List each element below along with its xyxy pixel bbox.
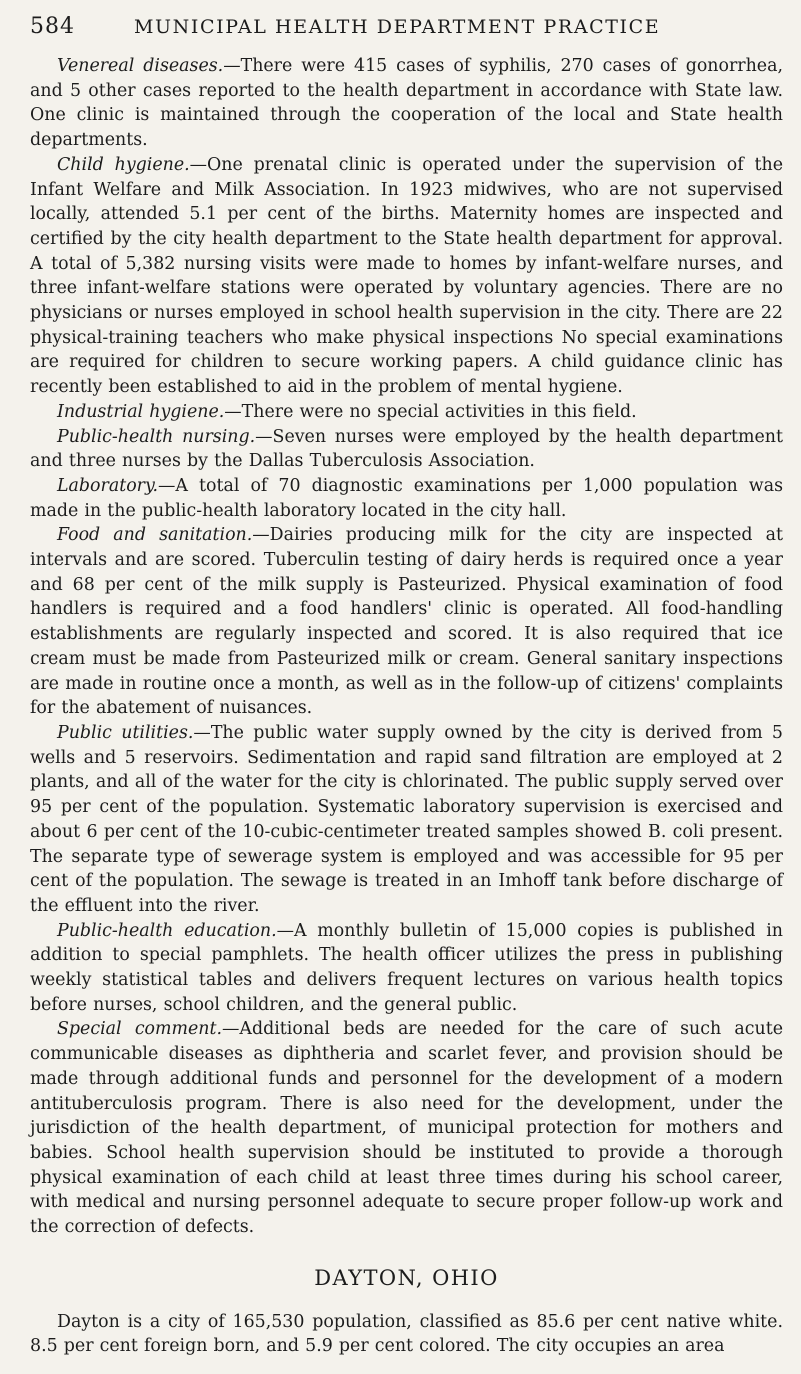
paragraph-text: —Seven nurses were employed by the health department and three nurses by the Dallas Tuberculosis Association.: [30, 426, 783, 472]
paragraph-lead: Public-health nursing.: [57, 426, 256, 447]
paragraph-lead: Special comment.: [57, 1019, 223, 1040]
paragraph-laboratory: [30, 474, 783, 523]
paragraph-industrial-hygiene: [30, 400, 783, 425]
running-head: [30, 14, 783, 48]
paragraph-text: —One prenatal clinic is operated under the supervision of the Infant Welfare and Milk Association. In 1923 midwives, who are not supervised locally, attended 5.1 per cent of the births. Maternity homes are inspected and certified by the city health department to the State health department for approval. A total of 5,382 nursing visits were made to homes by infant-welfare nurses, and three infant-welfare stations were operated by voluntary agencies. There are no physicians or nurses employed in school health supervision in the city. There are 22 physical-training teachers who make physical inspections No special examinations are required for children to secure working papers. A child guidance clinic has recently been established to aid in the problem of mental hygiene.: [30, 154, 783, 398]
paragraph-text: —There were 415 cases of syphilis, 270 cases of gonorrhea, and 5 other cases reported to the health department in accordance with State law. One clinic is maintained through the cooperation of the local and State health departments.: [30, 56, 783, 151]
paragraph-lead: Industrial hygiene.: [57, 401, 225, 422]
paragraph-public-utilities: [30, 721, 783, 919]
paragraph-text: —A monthly bulletin of 15,000 copies is published in addition to special pamphlets. The health officer utilizes the press in publishing weekly statistical tables and delivers frequent lectures on various health topics before nurses, school children, and the general public.: [30, 920, 783, 1015]
paragraph-special-comment: [30, 1017, 783, 1239]
paragraph-lead: Child hygiene.: [57, 154, 190, 175]
paragraph-lead: Public-health education.: [57, 920, 277, 941]
paragraph-food-and-sanitation: [30, 523, 783, 721]
paragraph-text: —There were no special activities in this field.: [224, 401, 637, 422]
paragraph-lead: Laboratory.: [57, 475, 159, 496]
paragraph-lead: Public utilities.: [57, 722, 194, 743]
paragraph-public-health-education: [30, 919, 783, 1018]
section-body: [30, 1310, 783, 1359]
section-heading: DAYTON, OHIO: [314, 1265, 499, 1290]
paragraph-text: —Dairies producing milk for the city are inspected at intervals and are scored. Tuberculin testing of dairy herds is required once a year and 68 per cent of the milk supply is Pasteurized. Physical examination of food handlers is required and a food handlers' clinic is operated. All food-handling establishments are regularly inspected and scored. It is also required that ice cream must be made from Pasteurized milk or cream. General sanitary inspections are made in routine once a month, as well as in the follow-up of citizens' complaints for the abatement of nuisances.: [30, 525, 783, 719]
paragraph-child-hygiene: [30, 153, 783, 400]
paragraph-dayton-intro: Dayton is a city of 165,530 population, classified as 85.6 per cent native white. 8.5 per cent foreign born, and 5.9 per cent colored. The city occupies an area: [30, 1311, 783, 1357]
paragraph-lead: Venereal diseases.: [57, 56, 224, 76]
page-number: 584: [30, 14, 75, 39]
paragraph-lead: Food and sanitation.: [57, 525, 253, 546]
running-title: MUNICIPAL HEALTH DEPARTMENT PRACTICE: [134, 16, 661, 38]
body-text: [30, 54, 783, 1240]
paragraph-venereal-diseases: [30, 54, 783, 153]
paragraph-text: —Additional beds are needed for the care of such acute communicable diseases as diphtheria and scarlet fever, and provision should be made through additional funds and personnel for the development of a modern antituberculosis program. There is also need for the development, under the jurisdiction of the health department, of municipal protection for mothers and babies. School health supervision should be instituted to provide a thorough physical examination of each child at least three times during his school career, with medical and nursing personnel adequate to secure proper follow-up work and the correction of defects.: [30, 1019, 783, 1238]
paragraph-text: —The public water supply owned by the city is derived from 5 wells and 5 reservoirs. Sedimentation and rapid sand filtration are employed at 2 plants, and all of the water for the city is chlorinated. The public supply served over 95 per cent of the population. Systematic laboratory supervision is exercised and about 6 per cent of the 10-cubic-centimeter treated samples showed B. coli present. The separate type of sewerage system is employed and was accessible for 95 per cent of the population. The sewage is treated in an Imhoff tank before discharge of the effluent into the river.: [30, 722, 783, 916]
paragraph-text: —A total of 70 diagnostic examinations per 1,000 population was made in the public-health laboratory located in the city hall.: [30, 475, 783, 521]
paragraph-public-health-nursing: [30, 425, 783, 474]
